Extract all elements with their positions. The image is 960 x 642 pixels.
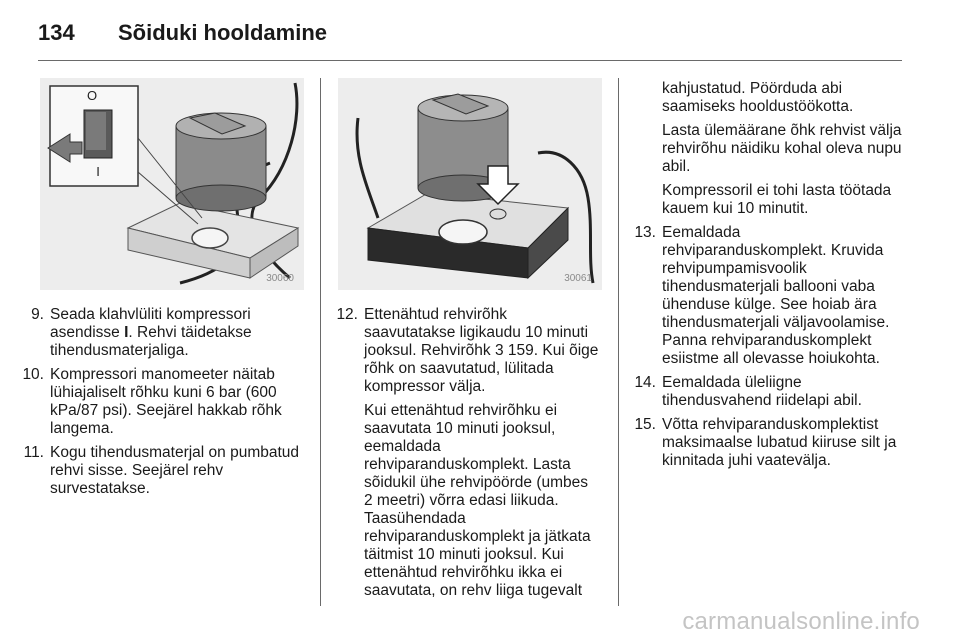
switch-on-label: O [86,88,98,103]
item-text: . Rehvi täidetakse tihendusmaterjaliga. [50,324,252,359]
list-item [616,224,904,368]
item-text: . Kui õige rõhk on saavutatud, lülitada kompressor välja. [364,342,599,395]
item-number: 15. [634,416,656,433]
list-item [4,306,314,360]
page-title: Sõiduki hooldamine [118,20,328,45]
item-text: Seada klahvlüliti kompressori asendisse [50,306,251,341]
list-item [318,306,600,396]
paragraph: kahjustatud. Pöörduda abi saamiseks hooldustöökotta. [662,80,854,115]
paragraph: Kui ettenähtud rehvirõhku ei saavutata 10 minuti jooksul, eemaldada rehviparanduskomplekt. Lasta sõidukil ühe rehvipöörde (umbes 2 meetri) võrra edasi liikuda. Taasühendada rehviparanduskomplekt ja jätkata täitmist 10 minuti jooksul. Kui ettenähtud rehvirõhku ikka ei saavutata, on rehv liiga tugevalt [364,402,591,599]
item-text: Kogu tihendusmaterjal on pumbatud rehvi sisse. Seejärel rehv survestatakse. [50,444,300,497]
figure-code: 30061 [564,273,592,284]
item-bold-text: I [124,324,129,341]
watermark: carmanualsonline.info [682,608,920,635]
paragraph: Kompressoril ei tohi lasta töötada kauem kui 10 minutit. [662,182,892,217]
column-2 [318,306,600,606]
list-item [616,374,904,410]
reference-arrow-icon: 3 [494,342,504,359]
compressor-switch-illustration [40,78,304,290]
page-number: 134 [38,20,75,45]
header-rule [38,60,902,61]
column-3 [616,80,904,476]
item-text: Eemaldada rehviparanduskomplekt. Kruvida rehvipumpamisvoolik tihendusmaterjali ballooni vaba ühenduse külge. See hoiab ära tihendusmaterjali väljavoolamise. Panna rehviparanduskomplekt esiistme all olevasse hoiukohta. [662,224,890,367]
switch-off-label: I [96,164,100,179]
column-1 [4,306,314,504]
list-item [4,444,314,498]
item-text: Kompressori manomeeter näitab lühiajaliselt rõhku kuni 6 bar (600 kPa/87 psi). Seejärel hakkab rõhk langema. [50,366,282,437]
item-text: Eemaldada üleliigne tihendusvahend riidelapi abil. [662,374,862,409]
figure-compressor-switch [40,78,304,290]
list-item [4,366,314,438]
item-text: Ettenähtud rehvirõhk saavutatakse ligikaudu 10 minuti jooksul. Rehvirõhk [364,306,589,359]
list-item [616,416,904,470]
figure-compressor-button [338,78,602,290]
compressor-button-illustration [338,78,602,290]
item-number: 13. [634,224,656,241]
item-number: 11. [23,444,44,461]
item-number: 10. [22,366,44,383]
item-number: 12. [336,306,358,323]
figure-code: 30060 [266,273,294,284]
page-reference[interactable]: 159 [507,342,534,359]
item-number: 14. [634,374,656,391]
item-text: Võtta rehviparanduskomplektist maksimaalse lubatud kiiruse silt ja kinnitada juhi vaatevälja. [662,416,897,469]
item-number: 9. [31,306,44,323]
paragraph: Lasta ülemäärane õhk rehvist välja rehvirõhu näidiku kohal oleva nupu abil. [662,122,902,175]
